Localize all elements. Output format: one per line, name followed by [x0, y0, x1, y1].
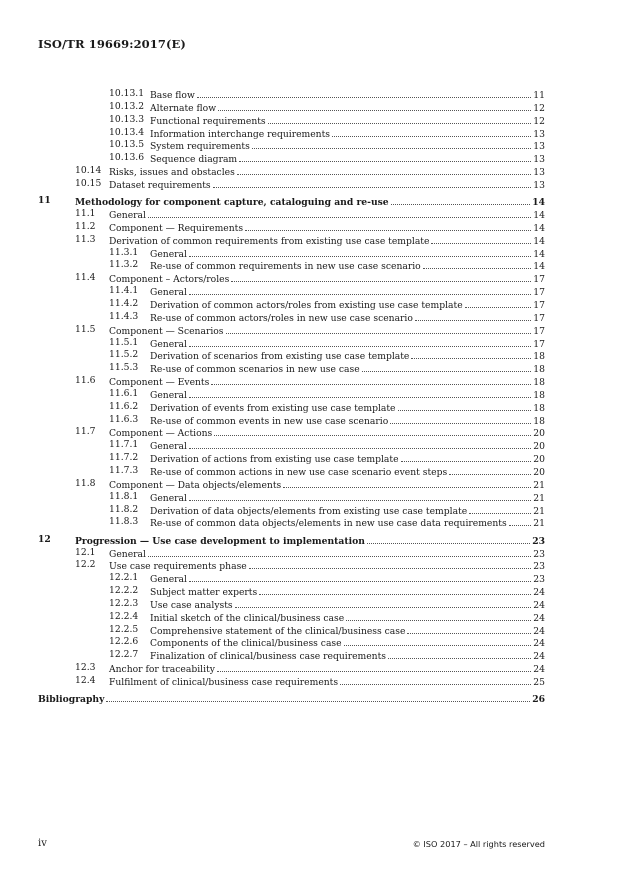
- toc-entry-page: 14: [533, 235, 545, 247]
- toc-entry-page: 14: [533, 261, 545, 273]
- toc-entry-title: Base flow: [150, 90, 195, 101]
- toc-entry-title: Use case requirements phase: [109, 561, 247, 573]
- toc-entry-title: General: [109, 210, 146, 222]
- toc-entry-number: 11.7.3: [109, 464, 139, 476]
- toc-entry-number: 12.1: [75, 546, 96, 558]
- toc-entry-number: 11.6.3: [109, 413, 139, 425]
- toc-entry[interactable]: [38, 559, 545, 572]
- toc-entry-title: Use case analysts: [150, 599, 233, 611]
- toc-entry-page: 17: [533, 300, 545, 311]
- toc-leader-dots: [231, 272, 531, 282]
- toc-entry-page: 12: [533, 115, 545, 127]
- toc-entry-page: 14: [533, 222, 545, 234]
- toc-entry-page: 13: [533, 141, 545, 153]
- toc-entry-number: 11.5.2: [109, 349, 139, 361]
- toc-entry-title: Comprehensive statement of the clinical/business case: [150, 625, 406, 637]
- toc-entry-title: General: [150, 287, 187, 299]
- toc-entry-page: 20: [533, 428, 545, 440]
- toc-entry-title: Progression — Use case development to implementation: [75, 535, 365, 547]
- toc-entry-page: 23: [532, 535, 545, 547]
- toc-entry-title: Derivation of data objects/elements from existing use case template: [150, 505, 468, 517]
- toc-entry-page: 14: [533, 248, 545, 260]
- toc-leader-dots: [106, 692, 530, 702]
- toc-entry-title: Derivation of common actors/roles from existing use case template: [150, 300, 463, 311]
- toc-entry[interactable]: [38, 324, 545, 337]
- toc-entry-title: Component – Actors/roles: [109, 274, 230, 286]
- toc-entry-title: Re-use of common events in new use case scenario: [150, 415, 389, 427]
- toc-entry-number: 12.4: [75, 674, 96, 686]
- toc-leader-dots: [148, 208, 531, 218]
- table-of-contents: [38, 88, 545, 705]
- toc-entry-number: 11.4.2: [109, 298, 139, 309]
- toc-leader-dots: [189, 285, 531, 295]
- toc-entry-title: Re-use of common scenarios in new use case: [150, 364, 360, 376]
- toc-leader-dots: [189, 491, 531, 501]
- toc-entry-title: General: [150, 492, 187, 504]
- toc-leader-dots: [245, 221, 531, 231]
- toc-entry[interactable]: [38, 388, 545, 401]
- toc-entry[interactable]: [38, 534, 545, 547]
- toc-entry[interactable]: [38, 165, 545, 178]
- toc-entry[interactable]: [38, 675, 545, 688]
- toc-entry-page: 24: [533, 587, 545, 599]
- toc-entry-title: Derivation of common requirements from existing use case template: [109, 235, 430, 247]
- toc-leader-dots: [189, 388, 531, 398]
- toc-leader-dots: [398, 401, 532, 411]
- toc-entry-title: System requirements: [150, 141, 250, 153]
- toc-entry-number: 11.8: [75, 477, 96, 489]
- toc-leader-dots: [197, 88, 531, 98]
- toc-entry[interactable]: [38, 221, 545, 234]
- toc-entry-number: 12.2.6: [109, 636, 139, 648]
- toc-entry-number: 12.2.1: [109, 572, 139, 584]
- toc-entry[interactable]: [38, 547, 545, 560]
- toc-leader-dots: [189, 247, 531, 257]
- toc-entry-page: 26: [532, 694, 545, 706]
- toc-entry-page: 12: [533, 102, 545, 114]
- toc-entry-number: 10.13.2: [109, 100, 145, 112]
- toc-entry-number: 11.4: [75, 272, 96, 284]
- toc-leader-dots: [411, 349, 531, 359]
- toc-entry[interactable]: [38, 208, 545, 221]
- toc-entry-page: 13: [533, 154, 545, 166]
- toc-leader-dots: [211, 375, 531, 385]
- toc-entry[interactable]: [38, 439, 545, 452]
- toc-entry-number: 11.7: [75, 426, 96, 438]
- toc-entry-title: Component — Scenarios: [109, 325, 224, 337]
- toc-entry-number: 11.7.1: [109, 439, 139, 451]
- toc-entry-title: Derivation of events from existing use case template: [150, 402, 396, 414]
- toc-entry-title: General: [109, 548, 146, 560]
- toc-entry-page: 17: [533, 325, 545, 337]
- toc-entry-number: 11.3.1: [109, 246, 139, 258]
- toc-entry-title: Component — Actions: [109, 428, 213, 440]
- toc-entry-page: 17: [533, 274, 545, 286]
- toc-entry-number: 11.4.1: [109, 285, 139, 297]
- toc-entry[interactable]: [38, 636, 545, 649]
- toc-entry[interactable]: [38, 649, 545, 662]
- toc-entry-title: Bibliography: [38, 694, 105, 706]
- toc-entry-number: 12.2.2: [109, 585, 139, 597]
- toc-entry[interactable]: [38, 178, 545, 191]
- toc-entry[interactable]: [38, 362, 545, 375]
- toc-entry-number: 11.5: [75, 323, 96, 335]
- toc-entry-title: General: [150, 338, 187, 350]
- toc-entry-number: 11: [38, 195, 51, 207]
- toc-entry[interactable]: [38, 572, 545, 585]
- toc-entry-title: Re-use of common actions in new use case scenario event steps: [150, 466, 448, 478]
- toc-entry[interactable]: [38, 272, 545, 285]
- toc-entry-number: 11.6: [75, 375, 96, 387]
- toc-entry[interactable]: [38, 375, 545, 388]
- toc-entry-number: 12.2.3: [109, 597, 139, 609]
- toc-leader-dots: [214, 426, 531, 436]
- toc-entry[interactable]: [38, 478, 545, 491]
- toc-entry-number: 11.5.3: [109, 362, 139, 374]
- toc-entry-page: 21: [533, 479, 545, 491]
- toc-leader-dots: [344, 636, 532, 646]
- toc-entry[interactable]: [38, 337, 545, 350]
- toc-entry-title: Sequence diagram: [150, 154, 238, 166]
- toc-entry-title: General: [150, 389, 187, 401]
- toc-entry[interactable]: [38, 247, 545, 260]
- toc-entry-number: 11.6.1: [109, 387, 139, 399]
- toc-entry-number: 11.7.2: [109, 452, 139, 464]
- toc-entry-number: 11.5.1: [109, 336, 139, 348]
- toc-entry-page: 14: [533, 210, 545, 222]
- toc-leader-dots: [509, 516, 532, 526]
- toc-entry-page: 21: [533, 505, 545, 517]
- toc-leader-dots: [390, 414, 531, 424]
- toc-entry-page: 21: [533, 518, 545, 530]
- toc-entry-title: Information interchange requirements: [150, 128, 330, 140]
- toc-leader-dots: [346, 611, 531, 621]
- toc-entry-page: 18: [533, 402, 545, 414]
- toc-entry[interactable]: [38, 311, 545, 324]
- toc-entry-page: 24: [533, 664, 545, 676]
- toc-entry-page: 14: [532, 197, 545, 209]
- toc-leader-dots: [213, 178, 532, 188]
- toc-entry-title: General: [150, 248, 187, 260]
- toc-entry-page: 13: [533, 167, 545, 179]
- toc-entry[interactable]: [38, 139, 545, 152]
- toc-entry-number: 11.3: [75, 233, 96, 245]
- toc-entry[interactable]: [38, 426, 545, 439]
- toc-entry-page: 11: [533, 90, 545, 101]
- toc-entry[interactable]: [38, 285, 545, 298]
- toc-entry-number: 11.8.1: [109, 490, 139, 502]
- toc-entry-page: 23: [533, 561, 545, 573]
- toc-entry-page: 18: [533, 364, 545, 376]
- toc-entry-title: Alternate flow: [150, 102, 217, 114]
- toc-leader-dots: [259, 585, 531, 595]
- toc-entry-page: 17: [533, 338, 545, 350]
- toc-entry-title: Component — Data objects/elements: [109, 479, 282, 491]
- toc-leader-dots: [218, 101, 531, 111]
- toc-entry-number: 12.2.5: [109, 623, 139, 635]
- toc-entry-page: 24: [533, 599, 545, 611]
- toc-entry[interactable]: [38, 516, 545, 529]
- toc-leader-dots: [268, 114, 532, 124]
- toc-entry[interactable]: [38, 127, 545, 140]
- toc-entry-title: Dataset requirements: [109, 179, 211, 191]
- toc-entry-page: 20: [533, 466, 545, 478]
- toc-entry[interactable]: [38, 692, 545, 705]
- toc-entry-number: 11.3.2: [109, 259, 139, 271]
- toc-entry-title: Risks, issues and obstacles: [109, 167, 235, 179]
- toc-entry-page: 20: [533, 454, 545, 466]
- toc-leader-dots: [449, 465, 531, 475]
- toc-entry-title: Initial sketch of the clinical/business case: [150, 612, 345, 624]
- toc-entry-title: Component — Requirements: [109, 222, 244, 234]
- toc-entry-number: 11.8.3: [109, 516, 139, 528]
- page-number: iv: [38, 838, 47, 849]
- toc-entry-page: 25: [533, 676, 545, 688]
- toc-entry[interactable]: [38, 259, 545, 272]
- toc-leader-dots: [237, 165, 532, 175]
- toc-entry[interactable]: [38, 611, 545, 624]
- toc-entry[interactable]: [38, 401, 545, 414]
- toc-entry[interactable]: [38, 452, 545, 465]
- toc-entry[interactable]: [38, 491, 545, 504]
- toc-leader-dots: [332, 127, 531, 137]
- toc-entry-page: 21: [533, 492, 545, 504]
- toc-entry-number: 10.13.4: [109, 126, 145, 138]
- toc-leader-dots: [367, 534, 530, 544]
- toc-entry[interactable]: [38, 585, 545, 598]
- toc-entry[interactable]: [38, 349, 545, 362]
- toc-entry-title: Fulfilment of clinical/business case requirements: [109, 676, 339, 688]
- toc-leader-dots: [423, 259, 532, 269]
- toc-entry-title: Derivation of actions from existing use case template: [150, 454, 399, 466]
- toc-leader-dots: [391, 195, 531, 205]
- toc-leader-dots: [401, 452, 532, 462]
- toc-entry[interactable]: [38, 101, 545, 114]
- toc-entry-number: 11.1: [75, 208, 96, 220]
- toc-entry-number: 12.3: [75, 662, 96, 674]
- toc-entry-title: General: [150, 574, 187, 586]
- toc-entry-page: 24: [533, 651, 545, 663]
- toc-entry-page: 18: [533, 351, 545, 363]
- toc-entry-page: 17: [533, 312, 545, 324]
- toc-entry-page: 24: [533, 625, 545, 637]
- toc-leader-dots: [189, 337, 531, 347]
- toc-entry-title: Components of the clinical/business case: [150, 638, 342, 650]
- toc-leader-dots: [415, 311, 531, 321]
- toc-leader-dots: [226, 324, 532, 334]
- toc-entry[interactable]: [38, 662, 545, 675]
- toc-entry-title: Re-use of common requirements in new use case scenario: [150, 261, 421, 273]
- toc-entry[interactable]: [38, 114, 545, 127]
- toc-leader-dots: [340, 675, 531, 685]
- toc-entry-page: 24: [533, 638, 545, 650]
- toc-entry[interactable]: [38, 414, 545, 427]
- toc-entry-page: 18: [533, 415, 545, 427]
- toc-entry[interactable]: [38, 598, 545, 611]
- toc-leader-dots: [217, 662, 531, 672]
- toc-leader-dots: [189, 439, 531, 449]
- toc-leader-dots: [469, 504, 531, 514]
- toc-leader-dots: [362, 362, 532, 372]
- toc-entry-title: Subject matter experts: [150, 587, 258, 599]
- toc-leader-dots: [148, 547, 531, 557]
- toc-entry-page: 23: [533, 548, 545, 560]
- toc-leader-dots: [189, 572, 531, 582]
- toc-entry-page: 17: [533, 287, 545, 299]
- toc-entry-number: 11.6.2: [109, 400, 139, 412]
- copyright-notice: © ISO 2017 – All rights reserved: [412, 839, 545, 849]
- toc-leader-dots: [249, 559, 532, 569]
- toc-entry[interactable]: [38, 504, 545, 517]
- toc-leader-dots: [388, 649, 531, 659]
- toc-entry-page: 23: [533, 574, 545, 586]
- toc-leader-dots: [431, 234, 531, 244]
- toc-entry-number: 10.13.1: [109, 88, 145, 99]
- toc-entry-page: 13: [533, 179, 545, 191]
- toc-entry-number: 12: [38, 533, 51, 545]
- toc-leader-dots: [252, 139, 531, 149]
- toc-entry-title: Functional requirements: [150, 115, 266, 127]
- toc-entry-page: 13: [533, 128, 545, 140]
- toc-leader-dots: [407, 624, 531, 634]
- toc-entry-title: Re-use of common actors/roles in new use case scenario: [150, 312, 413, 324]
- toc-entry-number: 10.14: [75, 165, 102, 177]
- document-header: ISO/TR 19669:2017(E): [38, 37, 186, 51]
- toc-entry-number: 10.13.3: [109, 113, 145, 125]
- toc-leader-dots: [239, 152, 531, 162]
- toc-entry-number: 12.2: [75, 559, 96, 571]
- toc-entry-title: Methodology for component capture, cataloguing and re-use: [75, 197, 389, 209]
- toc-leader-dots: [283, 478, 531, 488]
- toc-entry-number: 10.15: [75, 177, 102, 189]
- toc-entry-title: Anchor for traceability: [109, 664, 215, 676]
- toc-entry-page: 18: [533, 389, 545, 401]
- toc-entry[interactable]: [38, 624, 545, 637]
- toc-entry[interactable]: [38, 195, 545, 208]
- toc-entry-number: 11.4.3: [109, 310, 139, 322]
- toc-entry[interactable]: [38, 465, 545, 478]
- toc-entry-page: 20: [533, 441, 545, 453]
- toc-entry-page: 24: [533, 612, 545, 624]
- toc-entry-number: 11.2: [75, 220, 96, 232]
- toc-entry[interactable]: [38, 298, 545, 311]
- toc-leader-dots: [235, 598, 532, 608]
- toc-entry-number: 10.13.6: [109, 152, 145, 164]
- toc-entry[interactable]: [38, 234, 545, 247]
- toc-entry-title: Re-use of common data objects/elements in new use case data requirements: [150, 518, 507, 530]
- toc-entry-title: Component — Events: [109, 377, 210, 389]
- toc-entry-page: 18: [533, 377, 545, 389]
- toc-entry[interactable]: [38, 88, 545, 101]
- toc-leader-dots: [465, 298, 532, 308]
- toc-entry-number: 11.8.2: [109, 503, 139, 515]
- toc-entry-number: 10.13.5: [109, 139, 145, 151]
- toc-entry-title: General: [150, 441, 187, 453]
- toc-entry-number: 12.2.7: [109, 649, 139, 661]
- toc-entry[interactable]: [38, 152, 545, 165]
- toc-entry-number: 12.2.4: [109, 610, 139, 622]
- toc-entry-title: Derivation of scenarios from existing use case template: [150, 351, 410, 363]
- toc-entry-title: Finalization of clinical/business case requirements: [150, 651, 387, 663]
